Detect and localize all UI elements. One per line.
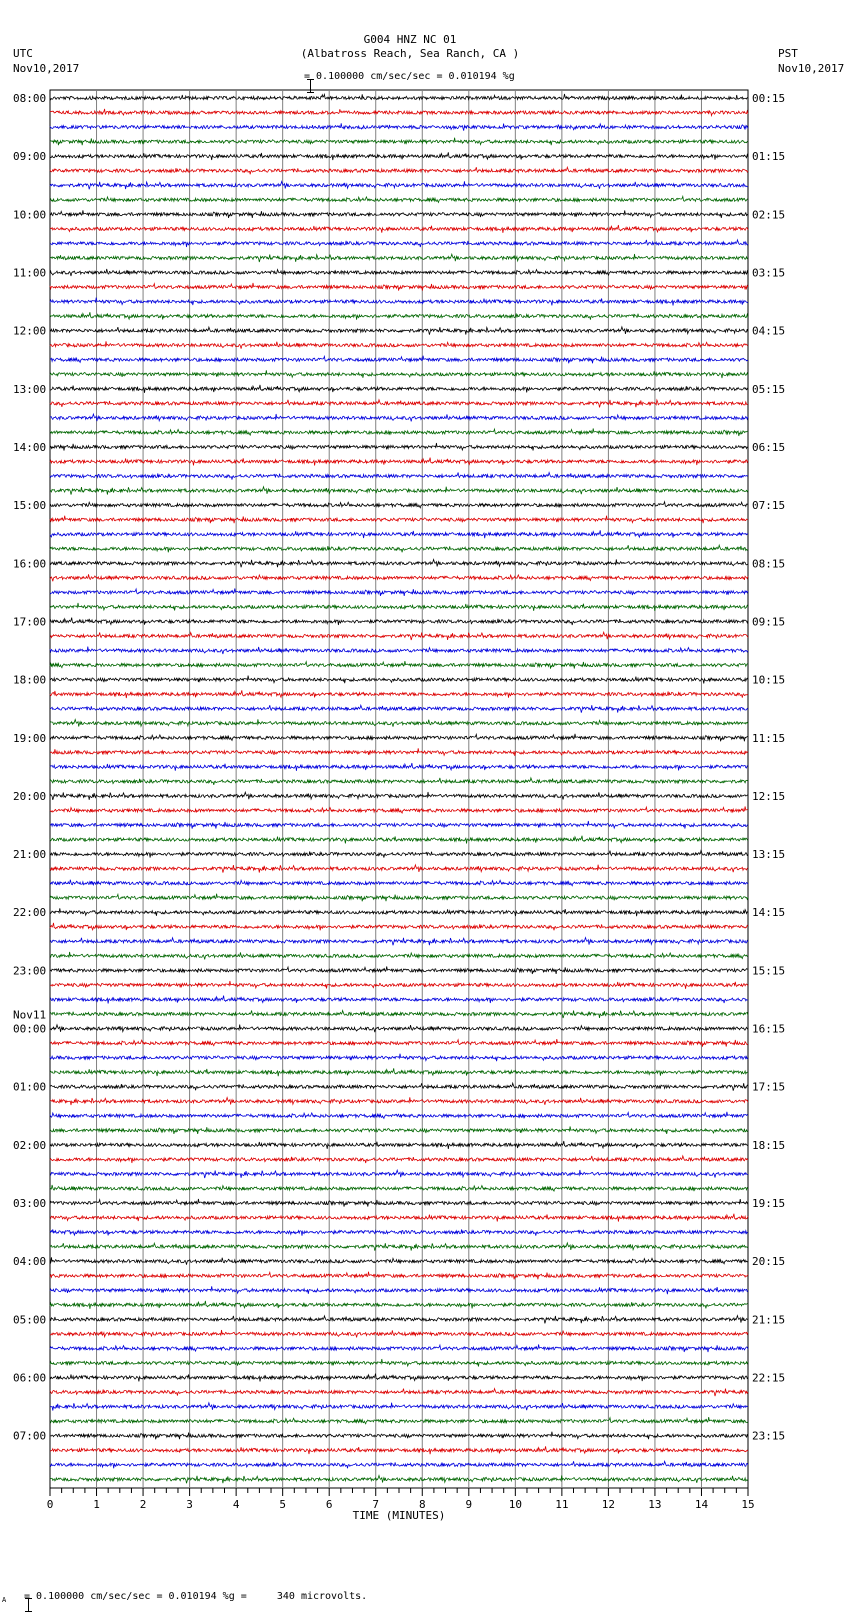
left-date-label: Nov11 — [13, 1008, 47, 1022]
x-tick-label: 5 — [279, 1498, 286, 1511]
seismic-trace — [50, 1011, 748, 1019]
left-hour-label: 20:00 — [13, 789, 47, 803]
seismic-trace — [50, 341, 748, 348]
seismic-trace — [50, 167, 748, 174]
right-hour-label: 03:15 — [752, 266, 786, 280]
seismic-trace — [50, 1185, 748, 1191]
seismic-trace — [50, 502, 748, 508]
right-hour-label: 13:15 — [752, 848, 786, 862]
left-hour-label: 04:00 — [13, 1255, 47, 1269]
seismic-trace — [50, 1286, 748, 1294]
right-hour-label: 18:15 — [752, 1138, 786, 1152]
seismic-trace — [50, 938, 748, 946]
left-hour-label: 06:00 — [13, 1371, 47, 1385]
seismic-trace — [50, 269, 748, 276]
seismic-trace — [50, 676, 748, 684]
seismic-trace — [50, 327, 748, 335]
left-hour-label: 12:00 — [13, 324, 47, 338]
right-hour-label: 12:15 — [752, 789, 786, 803]
seismic-trace — [50, 283, 748, 291]
right-hour-label: 06:15 — [752, 440, 786, 454]
left-hour-label: 23:00 — [13, 964, 47, 978]
footer-scale-note: = 0.100000 cm/sec/sec = 0.010194 %g = 340 microvolts. — [24, 1591, 368, 1602]
seismic-trace — [50, 851, 748, 858]
seismic-trace — [50, 240, 748, 247]
seismic-trace — [50, 1301, 748, 1309]
seismic-trace — [50, 1475, 748, 1483]
seismic-trace — [50, 1417, 748, 1424]
seismic-trace — [50, 1039, 748, 1047]
seismic-trace — [50, 734, 748, 742]
seismic-trace — [50, 1112, 748, 1119]
seismic-trace — [50, 1432, 748, 1440]
seismic-trace — [50, 94, 748, 100]
seismic-trace — [50, 225, 748, 233]
left-hour-label: 08:00 — [13, 92, 47, 105]
seismic-trace — [50, 473, 748, 480]
x-tick-label: 9 — [465, 1498, 473, 1511]
seismic-trace — [50, 210, 748, 218]
left-hour-label: 09:00 — [13, 150, 47, 164]
seismic-trace — [50, 880, 748, 886]
right-hour-label: 16:15 — [752, 1022, 786, 1036]
x-tick-label: 7 — [372, 1498, 380, 1511]
right-hour-label: 08:15 — [752, 557, 786, 571]
seismic-trace — [50, 1257, 748, 1264]
right-hour-label: 04:15 — [752, 324, 786, 338]
x-tick-label: 3 — [186, 1498, 193, 1511]
seismic-trace — [50, 923, 748, 930]
seismic-trace — [50, 1330, 748, 1337]
x-tick-label: 14 — [694, 1498, 709, 1511]
right-date: Nov10,2017 — [778, 62, 845, 75]
seismic-trace — [50, 196, 748, 202]
seismic-trace — [50, 400, 748, 408]
left-hour-label: 11:00 — [13, 266, 47, 280]
right-hour-label: 15:15 — [752, 964, 786, 978]
seismic-trace — [50, 1141, 748, 1149]
left-hour-label: 17:00 — [13, 615, 47, 629]
seismic-trace — [50, 1316, 748, 1324]
seismic-trace — [50, 428, 748, 436]
x-tick-label: 13 — [648, 1498, 662, 1511]
seismic-trace — [50, 618, 748, 625]
left-hour-label: 15:00 — [13, 499, 47, 513]
right-hour-label: 00:15 — [752, 92, 786, 105]
seismic-trace — [50, 1446, 748, 1454]
right-hour-label: 07:15 — [752, 499, 786, 513]
left-hour-label: 00:00 — [13, 1022, 47, 1036]
x-tick-label: 6 — [325, 1498, 333, 1511]
left-hour-label: 13:00 — [13, 382, 47, 396]
seismic-trace — [50, 1214, 748, 1222]
left-hour-label: 03:00 — [13, 1197, 47, 1211]
left-hour-label: 18:00 — [13, 673, 47, 687]
left-hour-label: 19:00 — [13, 731, 47, 745]
seismic-trace — [50, 574, 748, 581]
seismic-trace — [50, 661, 748, 669]
seismic-trace — [50, 966, 748, 974]
seismic-trace — [50, 1097, 748, 1105]
x-tick-label: 10 — [508, 1498, 522, 1511]
x-tick-label: 1 — [93, 1498, 100, 1511]
x-tick-label: 8 — [418, 1498, 426, 1511]
seismic-trace — [50, 181, 748, 189]
seismic-trace — [50, 1126, 748, 1134]
seismic-trace — [50, 1156, 748, 1163]
seismic-trace — [50, 1374, 748, 1382]
x-tick-label: 15 — [741, 1498, 755, 1511]
seismic-trace — [50, 1272, 748, 1280]
left-hour-label: 14:00 — [13, 440, 47, 454]
seismic-trace — [50, 647, 748, 654]
seismic-trace — [50, 894, 748, 902]
seismic-trace — [50, 763, 748, 771]
x-axis-label: TIME (MINUTES) — [352, 1509, 446, 1522]
seismic-trace — [50, 836, 748, 844]
x-tick-label: 12 — [601, 1498, 616, 1511]
seismic-trace — [50, 254, 748, 262]
seismic-trace — [50, 1170, 748, 1178]
seismic-trace — [50, 559, 748, 567]
seismic-trace — [50, 603, 748, 611]
right-hour-label: 19:15 — [752, 1197, 786, 1211]
seismic-trace — [50, 123, 748, 130]
seismic-trace — [50, 1229, 748, 1235]
scale-text: = 0.100000 cm/sec/sec = 0.010194 %g — [304, 71, 515, 82]
right-hour-label: 20:15 — [752, 1255, 786, 1269]
left-hour-label: 16:00 — [13, 557, 47, 571]
seismic-trace — [50, 152, 748, 160]
seismic-trace — [50, 1243, 748, 1251]
seismic-trace — [50, 705, 748, 713]
x-tick-label: 4 — [232, 1498, 240, 1511]
right-hour-label: 09:15 — [752, 615, 786, 629]
plot-frame — [50, 90, 748, 1488]
seismic-trace — [50, 908, 748, 916]
left-hour-label: 01:00 — [13, 1080, 47, 1094]
right-hour-label: 17:15 — [752, 1080, 786, 1094]
right-hour-label: 10:15 — [752, 673, 786, 687]
station-location: (Albatross Reach, Sea Ranch, CA ) — [300, 47, 520, 60]
seismic-trace — [50, 370, 748, 378]
seismic-trace — [50, 443, 748, 451]
seismic-trace — [50, 588, 748, 596]
right-hour-label: 02:15 — [752, 208, 786, 222]
seismic-trace — [50, 545, 748, 552]
right-hour-label: 21:15 — [752, 1313, 786, 1327]
seismic-trace — [50, 981, 748, 989]
left-date: Nov10,2017 — [13, 62, 80, 75]
left-hour-label: 07:00 — [13, 1429, 47, 1443]
seismic-trace — [50, 690, 748, 698]
x-tick-label: 11 — [555, 1498, 569, 1511]
right-hour-label: 22:15 — [752, 1371, 786, 1385]
seismic-trace — [50, 1068, 748, 1076]
seismic-trace — [50, 312, 748, 320]
seismic-trace — [50, 1359, 748, 1367]
right-hour-label: 23:15 — [752, 1429, 786, 1443]
right-hour-label: 05:15 — [752, 382, 786, 396]
seismic-trace — [50, 487, 748, 495]
seismic-trace — [50, 807, 748, 814]
left-hour-label: 10:00 — [13, 208, 47, 222]
left-time-zone: UTC — [13, 47, 33, 60]
seismic-trace — [50, 138, 748, 146]
seismic-trace — [50, 298, 748, 306]
seismic-trace — [50, 748, 748, 756]
x-tick-label: 0 — [46, 1498, 54, 1511]
seismic-trace — [50, 778, 748, 785]
seismic-trace — [50, 1025, 748, 1033]
seismic-trace — [50, 996, 748, 1004]
seismic-trace — [50, 516, 748, 524]
seismic-trace — [50, 632, 748, 640]
seismic-trace — [50, 821, 748, 829]
seismic-trace — [50, 109, 748, 116]
station-title: G004 HNZ NC 01 — [363, 33, 457, 46]
left-hour-label: 22:00 — [13, 906, 47, 920]
seismic-trace — [50, 865, 748, 873]
seismic-trace — [50, 1083, 748, 1091]
seismic-trace — [50, 385, 748, 393]
seismic-trace — [50, 1403, 748, 1411]
left-hour-label: 21:00 — [13, 848, 47, 862]
footer-scale-bar-icon — [12, 1585, 19, 1599]
x-tick-label: 2 — [139, 1498, 147, 1511]
right-hour-label: 01:15 — [752, 150, 786, 164]
seismic-trace — [50, 1461, 748, 1468]
left-hour-label: 05:00 — [13, 1313, 47, 1327]
seismic-trace — [50, 530, 748, 538]
seismic-trace — [50, 952, 748, 960]
seismic-trace — [50, 1344, 748, 1352]
seismic-trace — [50, 458, 748, 466]
seismic-trace — [50, 719, 748, 726]
seismic-trace — [50, 792, 748, 800]
footer-prefix: A — [2, 1596, 7, 1604]
right-hour-label: 14:15 — [752, 906, 786, 920]
seismic-trace — [50, 1389, 748, 1397]
seismic-trace — [50, 356, 748, 364]
right-hour-label: 11:15 — [752, 731, 786, 745]
seismic-trace — [50, 1054, 748, 1062]
seismic-trace — [50, 1199, 748, 1207]
seismic-trace — [50, 414, 748, 421]
right-time-zone: PST — [778, 47, 798, 60]
left-hour-label: 02:00 — [13, 1138, 47, 1152]
